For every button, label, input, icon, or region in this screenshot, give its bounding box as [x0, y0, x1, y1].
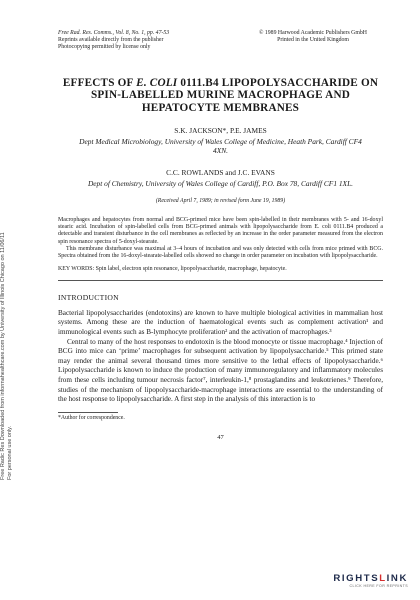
section-divider: [58, 280, 383, 281]
affiliation-2: Dept of Chemistry, University of Wales College of Cardiff, P.O. Box 78, Cardiff CF1 1XL.: [87, 179, 354, 189]
intro-paragraph-1: Bacterial lipopolysaccharides (endotoxins) are known to have multiple biological activities in mammalian host systems. Among these are the induction of haematological events such as complement activation¹ and immunological events such as B-lymphocyte proliferation² and the activation of macrophages.³: [58, 308, 383, 337]
paper-page: [58, 30, 383, 441]
received-dates: (Received April 7, 1989; in revised form June 19, 1989): [155, 198, 286, 205]
keywords: KEY WORDS: Spin label, electron spin resonance, lipopolysaccharide, macrophage, hepatocyte.: [58, 265, 287, 272]
correspondence-footnote: *Author for correspondence.: [58, 414, 125, 421]
affiliation-1: Dept Medical Microbiology, University of Wales College of Medicine, Heath Park, Cardiff CF4 4XN.: [79, 137, 362, 156]
journal-citation: Free Rad. Res. Comms., Vol. 8, No. 1, pp. 47-53: [58, 30, 170, 36]
logo-text-b: INK: [386, 573, 408, 584]
abstract: [58, 217, 383, 260]
introduction-body: [58, 309, 383, 405]
page-number: 47: [217, 433, 224, 441]
title-part-1: EFFECTS OF: [62, 77, 137, 89]
logo-text-dot: L: [379, 573, 387, 584]
author-line-1: S.K. JACKSON*, P.E. JAMES: [174, 126, 267, 136]
title-italic-organism: E. COLI: [136, 77, 178, 89]
header-left: [58, 30, 208, 51]
title-part-2: 0111.B4 LIPOPOLYSACCHARIDE ON SPIN-LABELLED MURINE MACROPHAGE AND HEPATOCYTE MEMBRANES: [90, 77, 379, 114]
photocopy-note: Photocopying permitted by license only: [58, 44, 151, 50]
printed-line: Printed in the United Kingdom: [277, 37, 349, 43]
abstract-paragraph-2: This membrane disturbance was maximal at 3–4 hours of incubation and was only detected with cells from mice primed with BCG. Spectra obtained from the 16-doxyl-stearate-labelled cells showed no change in order parameter on incubation with lipopolysaccharide.: [58, 245, 383, 259]
footnote-divider: [58, 412, 118, 413]
paper-title: [58, 77, 383, 114]
introduction-heading: INTRODUCTION: [58, 292, 119, 302]
author-line-2: C.C. ROWLANDS and J.C. EVANS: [166, 168, 275, 178]
header-right: [243, 30, 383, 51]
rightslink-tagline: CLICK HERE FOR REPRINTS: [349, 584, 408, 588]
journal-header: [58, 30, 383, 51]
intro-paragraph-2: Central to many of the host responses to endotoxin is the blood monocyte or tissue macrophage.⁴ Injection of BCG into mice can ‘prime’ macrophages for subsequent activation by lipopolysaccharide.⁵ This primed state may render the animal several thousand times more sensitive to the lethal effects of lipopolysaccharide.⁶ Lipopolysaccharide is known to induce the production of many immunoregulatory and inflammatory molecules from these cells including tumour necrosis factor⁷, interleukin-1,⁸ prostaglandins and leukotrienes.⁹ Therefore, studies of the mechanism of lipopolysaccharide-macrophage interactions are essential to the understanding of the host response to lipopolysaccharide. A first step in the analysis of this interaction is to: [58, 337, 383, 404]
logo-text-a: RIGHTS: [333, 573, 380, 584]
rightslink-wordmark: [333, 573, 408, 584]
abstract-paragraph-1: Macrophages and hepatocytes from normal and BCG-primed mice have been spin-labelled in their membranes with 5- and 16-doxyl stearic acid. Incubation of spin-labelled cells from BCG-primed animals with lipopolysaccharide from E. coli 0111.B4 produced a detectable and transient disturbance in the cell membranes as reflected by an increase in the order parameter measured from the electron spin resonance spectra of 5-doxyl-stearate.: [58, 217, 383, 245]
reprints-note: Reprints available directly from the publisher: [58, 37, 164, 43]
download-watermark: Free Radic Res Downloaded from informahealthcare.com by University of Illinois Chicago on 11/06/11 For personal use only.: [0, 232, 13, 480]
copyright-line: © 1989 Harwood Academic Publishers GmbH: [259, 30, 367, 36]
rightslink-logo[interactable]: [333, 573, 408, 588]
